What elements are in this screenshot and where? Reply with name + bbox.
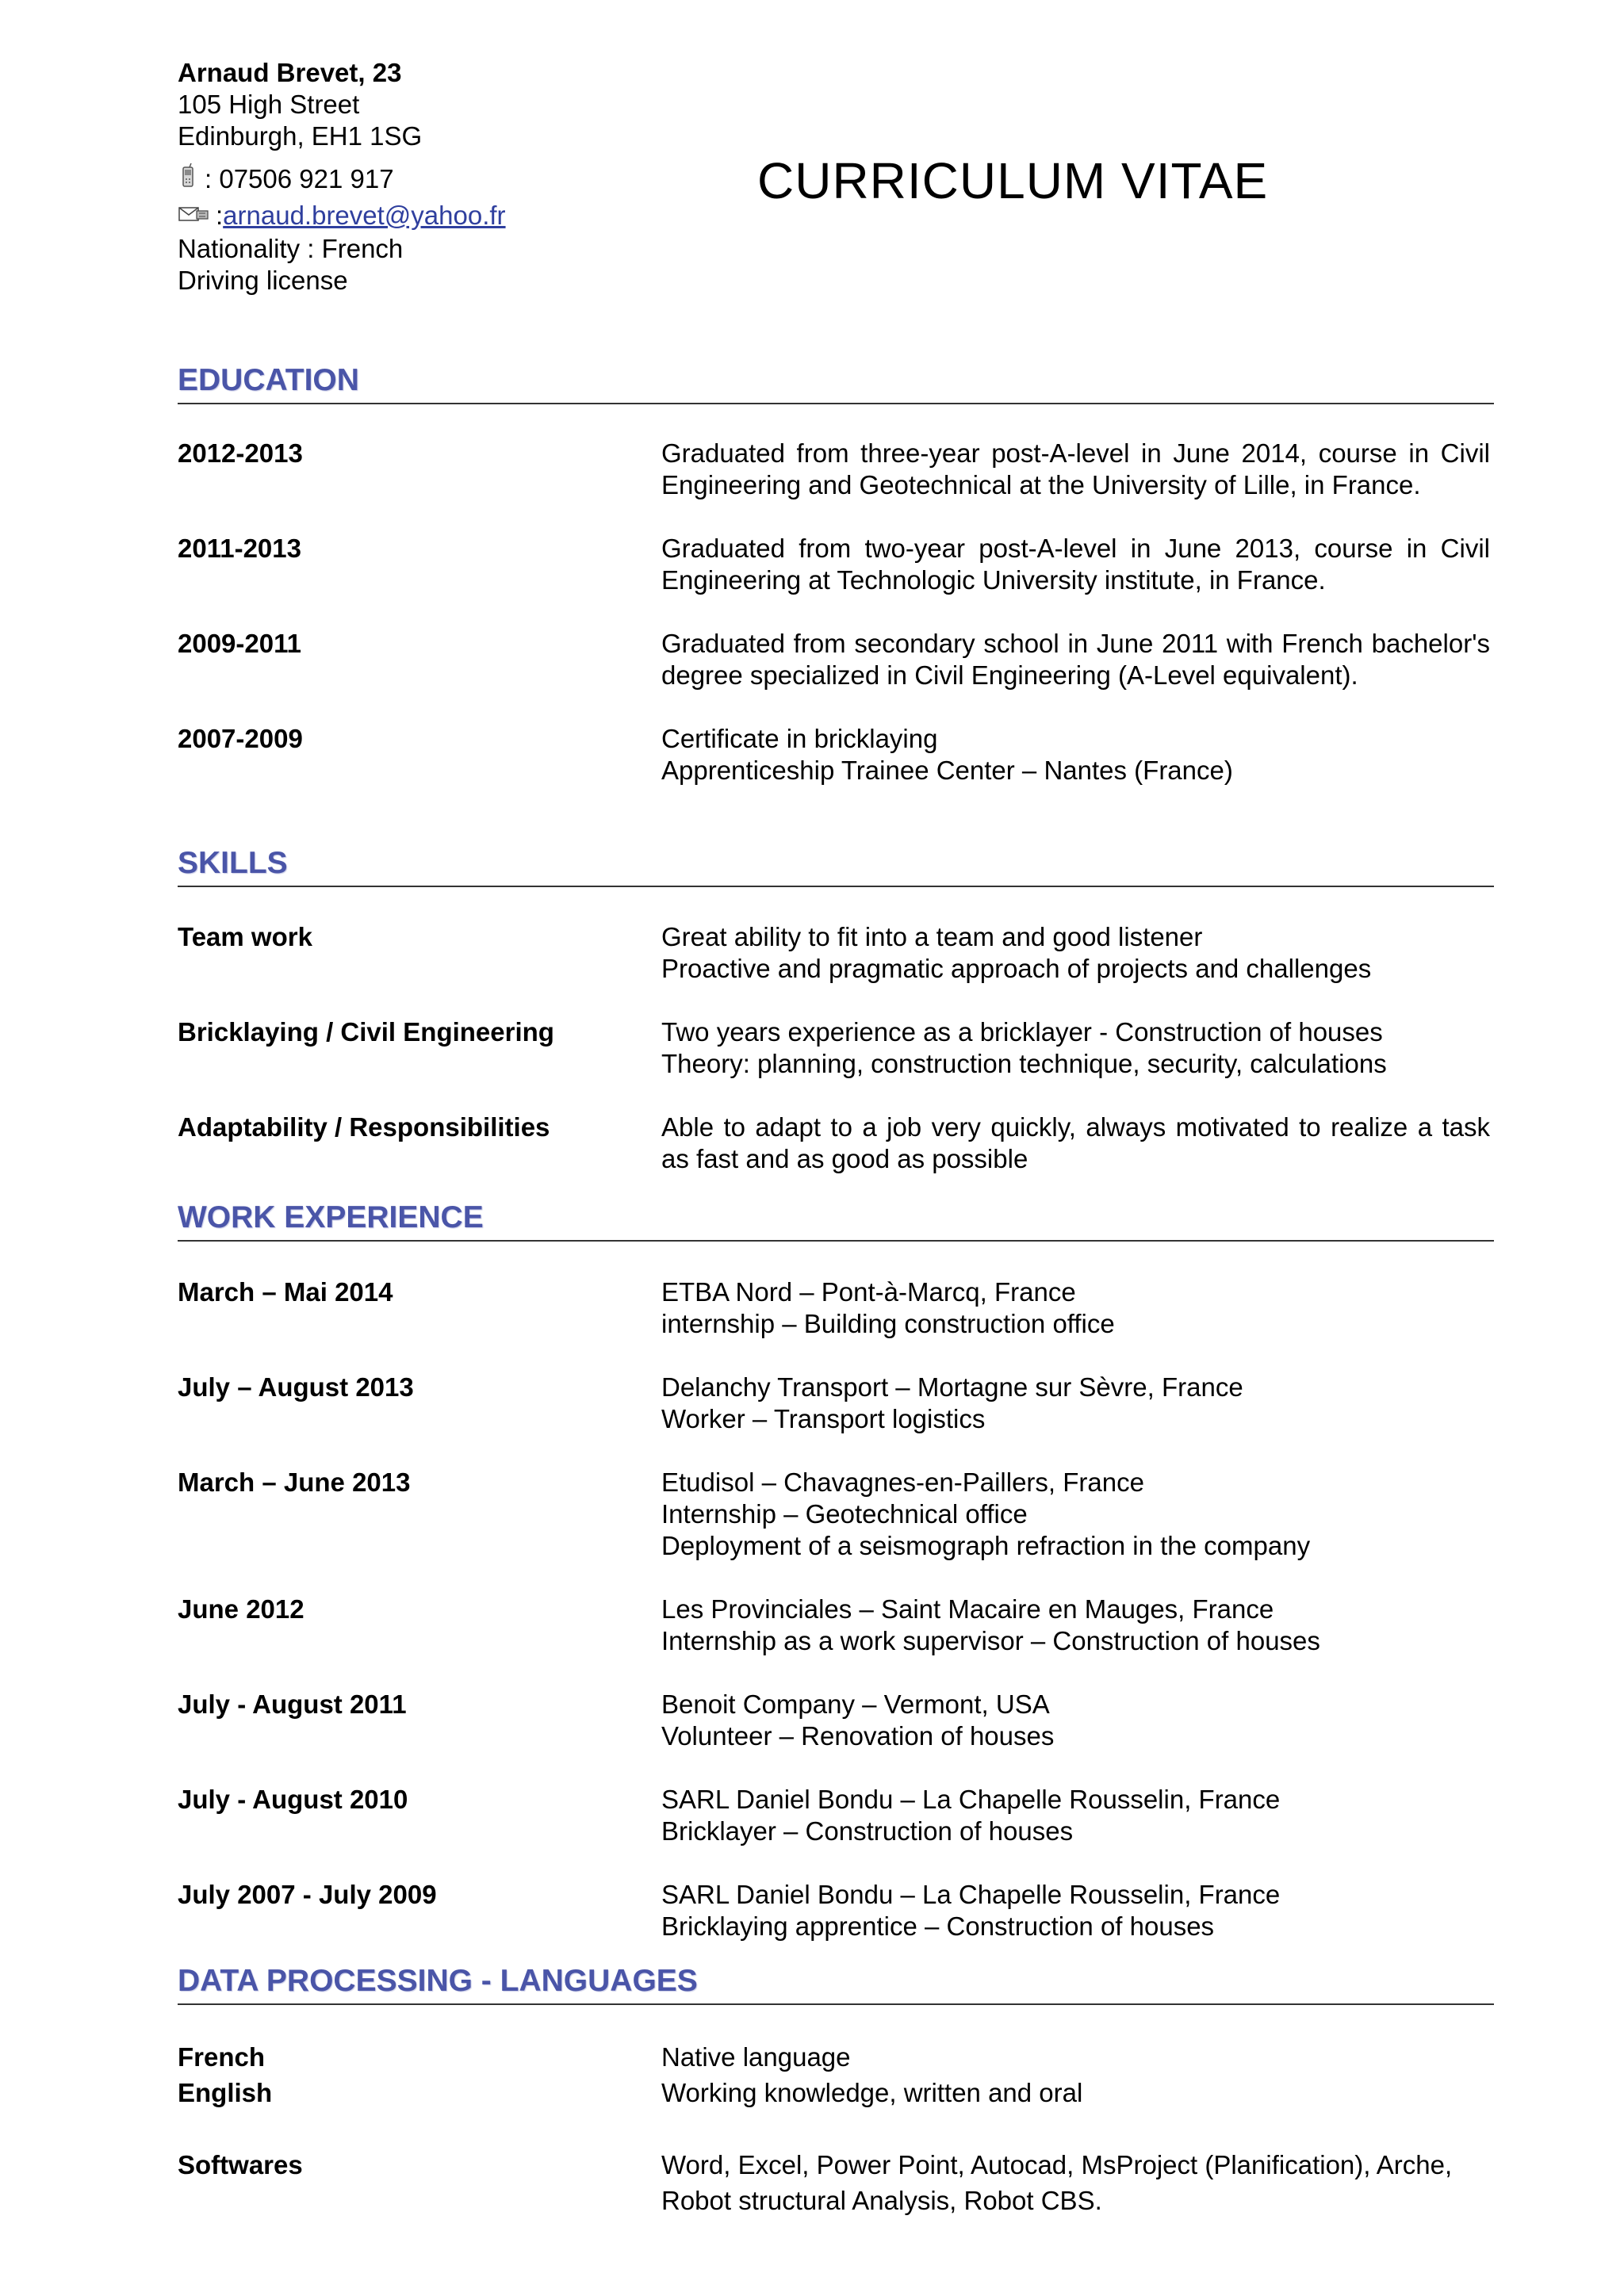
entry-description xyxy=(661,1467,1490,1562)
entry-period: 2011-2013 xyxy=(178,534,301,563)
entry-line: Benoit Company – Vermont, USA xyxy=(661,1689,1050,1719)
entry-line: Apprenticeship Trainee Center – Nantes (France) xyxy=(661,756,1233,785)
email-link[interactable]: arnaud.brevet@yahoo.fr xyxy=(223,201,506,230)
list-item xyxy=(178,1372,1490,1435)
entry-description: Able to adapt to a job very quickly, always motivated to realize a task as fast and as good as possible xyxy=(661,1112,1490,1173)
entry-line: Deployment of a seismograph refraction in the company xyxy=(661,1531,1311,1560)
education-heading: EDUCATION xyxy=(178,362,1494,404)
entry-period: July 2007 - July 2009 xyxy=(178,1880,437,1909)
entry-line: Etudisol – Chavagnes-en-Paillers, France xyxy=(661,1468,1144,1497)
list-item xyxy=(178,2039,1490,2075)
entry-description xyxy=(661,1784,1490,1847)
entry-period: Adaptability / Responsibilities xyxy=(178,1112,550,1142)
list-item xyxy=(178,1879,1490,1942)
entry-line: Bricklaying apprentice – Construction of houses xyxy=(661,1911,1215,1941)
list-item xyxy=(178,723,1490,786)
entry-description xyxy=(661,1276,1490,1340)
entry-description xyxy=(661,1594,1490,1657)
list-item xyxy=(178,438,1490,501)
list-item xyxy=(178,1784,1490,1847)
list-item xyxy=(178,533,1490,596)
entry-period: July - August 2010 xyxy=(178,1785,408,1814)
languages-list xyxy=(178,2039,1490,2218)
entry-period: Bricklaying / Civil Engineering xyxy=(178,1017,554,1047)
entry-description xyxy=(661,1879,1490,1942)
entry-period: July – August 2013 xyxy=(178,1372,414,1402)
email-line xyxy=(178,198,506,233)
entry-line: Certificate in bricklaying xyxy=(661,724,938,753)
list-item xyxy=(178,1689,1490,1752)
driving-license: Driving license xyxy=(178,266,348,295)
entry-line: Internship – Geotechnical office xyxy=(661,1499,1028,1529)
list-item xyxy=(178,2075,1490,2110)
list-item xyxy=(178,628,1490,691)
entry-line: ETBA Nord – Pont-à-Marcq, France xyxy=(661,1277,1076,1307)
entry-line: Les Provinciales – Saint Macaire en Mauges, France xyxy=(661,1594,1274,1624)
languages-heading: DATA PROCESSING - LANGUAGES xyxy=(178,1962,1494,2005)
nationality: Nationality : French xyxy=(178,234,404,263)
address-line-1: 105 High Street xyxy=(178,90,360,119)
list-item xyxy=(178,1276,1490,1340)
work-experience-list xyxy=(178,1276,1490,1942)
contact-block xyxy=(178,57,506,297)
education-list xyxy=(178,438,1490,786)
entry-description xyxy=(661,1372,1490,1435)
entry-description: Graduated from three-year post-A-level in June 2014, course in Civil Engineering and Geotechnical at the University of Lille, in France. xyxy=(661,438,1490,499)
entry-description xyxy=(661,1689,1490,1752)
language-label: French xyxy=(178,2042,266,2072)
entry-period: Team work xyxy=(178,922,312,951)
entry-description xyxy=(661,921,1490,985)
entry-period: March – June 2013 xyxy=(178,1468,411,1497)
address-line-2: Edinburgh, EH1 1SG xyxy=(178,121,423,151)
entry-period: 2012-2013 xyxy=(178,438,303,468)
entry-description xyxy=(661,1016,1490,1080)
mobile-phone-icon xyxy=(178,163,198,197)
skills-heading: SKILLS xyxy=(178,844,1494,887)
entry-line: Bricklayer – Construction of houses xyxy=(661,1816,1074,1846)
entry-line: internship – Building construction office xyxy=(661,1309,1115,1338)
entry-line: SARL Daniel Bondu – La Chapelle Rousselin, France xyxy=(661,1880,1281,1909)
list-item xyxy=(178,921,1490,985)
language-level: Working knowledge, written and oral xyxy=(661,2078,1083,2107)
entry-description: Graduated from secondary school in June 2011 with French bachelor's degree specialized in Civil Engineering (A-Level equivalent). xyxy=(661,629,1490,690)
phone-number: : 07506 921 917 xyxy=(205,164,394,193)
language-label: English xyxy=(178,2078,273,2107)
entry-line: Proactive and pragmatic approach of projects and challenges xyxy=(661,954,1372,983)
list-item xyxy=(178,1016,1490,1080)
entry-description xyxy=(661,723,1490,786)
entry-line: SARL Daniel Bondu – La Chapelle Rousselin, France xyxy=(661,1785,1281,1814)
entry-line: Theory: planning, construction technique, security, calculations xyxy=(661,1049,1387,1078)
entry-period: 2009-2011 xyxy=(178,629,301,658)
entry-line: Great ability to fit into a team and good listener xyxy=(661,922,1203,951)
work-experience-heading: WORK EXPERIENCE xyxy=(178,1199,1494,1242)
entry-line: Internship as a work supervisor – Construction of houses xyxy=(661,1626,1320,1655)
email-prefix: : xyxy=(216,201,224,230)
entry-line: Volunteer – Renovation of houses xyxy=(661,1721,1055,1751)
entry-line: Delanchy Transport – Mortagne sur Sèvre, France xyxy=(661,1372,1243,1402)
softwares-label: Softwares xyxy=(178,2150,303,2179)
entry-period: March – Mai 2014 xyxy=(178,1277,393,1307)
entry-period: 2007-2009 xyxy=(178,724,303,753)
applicant-name: Arnaud Brevet, 23 xyxy=(178,58,402,87)
phone-line xyxy=(178,160,506,198)
skills-list xyxy=(178,921,1490,1175)
list-item xyxy=(178,2147,1490,2218)
softwares-list: Word, Excel, Power Point, Autocad, MsProject (Planification), Arche, Robot structural Analysis, Robot CBS. xyxy=(661,2150,1453,2215)
language-level: Native language xyxy=(661,2042,851,2072)
document-title: CURRICULUM VITAE xyxy=(757,152,1269,209)
entry-description: Graduated from two-year post-A-level in June 2013, course in Civil Engineering at Technologic University institute, in France. xyxy=(661,534,1490,595)
entry-period: June 2012 xyxy=(178,1594,304,1624)
list-item xyxy=(178,1467,1490,1562)
entry-line: Two years experience as a bricklayer - Construction of houses xyxy=(661,1017,1383,1047)
envelope-icon xyxy=(178,200,209,232)
list-item xyxy=(178,1112,1490,1175)
list-item xyxy=(178,1594,1490,1657)
entry-line: Worker – Transport logistics xyxy=(661,1404,986,1433)
entry-period: July - August 2011 xyxy=(178,1689,407,1719)
